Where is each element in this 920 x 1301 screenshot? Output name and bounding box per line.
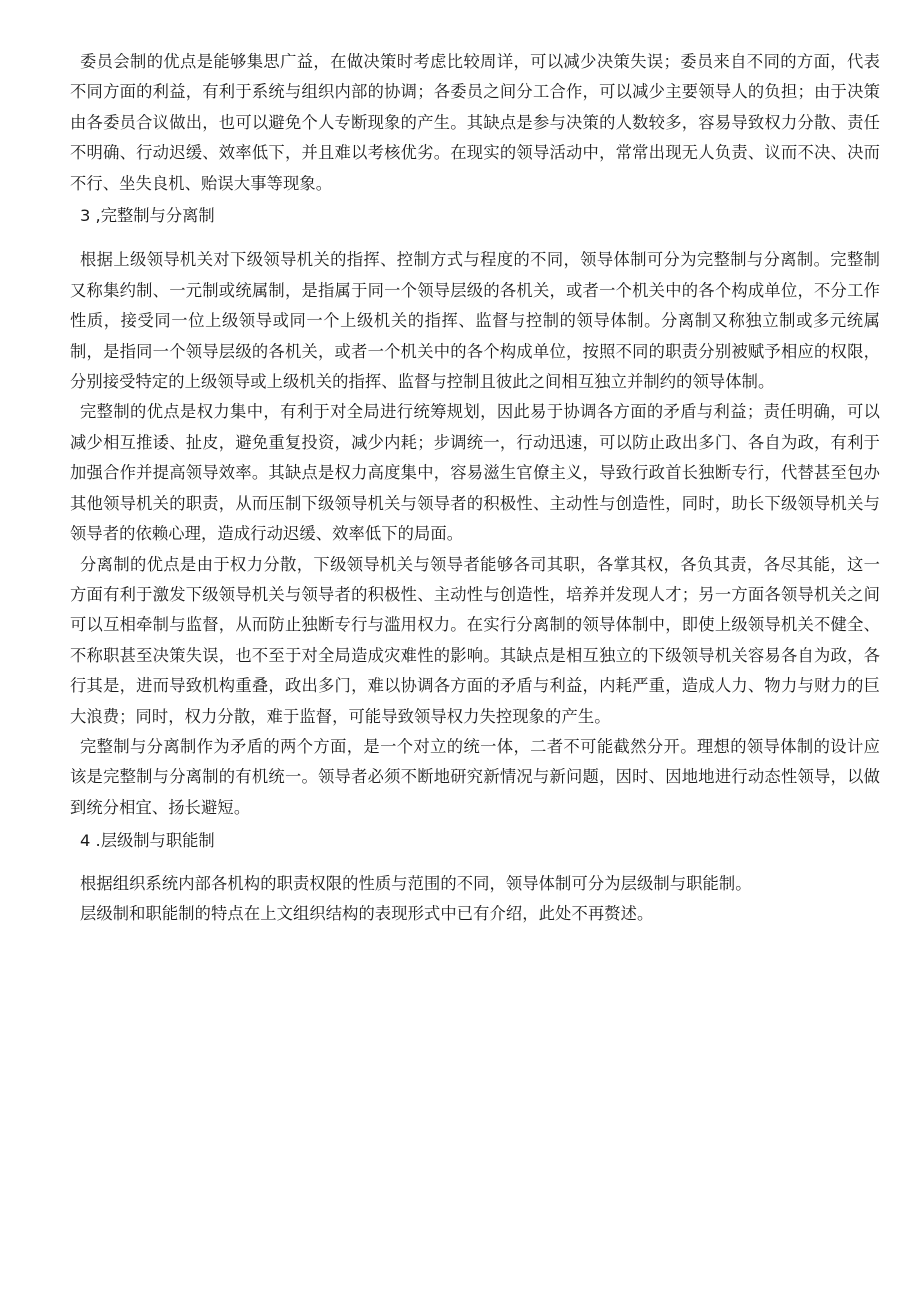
paragraph-hierarchy-function-definition: 根据组织系统内部各机构的职责权限的性质与范围的不同，领导体制可分为层级制与职能制。 <box>80 873 752 893</box>
paragraph-hierarchy-function-note: 层级制和职能制的特点在上文组织结构的表现形式中已有介绍，此处不再赘述。 <box>80 903 654 923</box>
document-body <box>70 47 880 929</box>
section-heading-hierarchy-function: 4 .层级制与职能制 <box>80 831 215 851</box>
paragraph-complete-system-pros-cons: 完整制的优点是权力集中，有利于对全局进行统筹规划，因此易于协调各方面的矛盾与利益；责任明确，可以减少相互推诿、扯皮，避免重复投资，减少内耗；步调统一，行动迅速，可以防止政出多门、各自为政，有利于加强合作并提高领导效率。其缺点是权力高度集中，容易滋生官僚主义，导致行政首长独断专行，代替甚至包办其他领导机关的职责，从而压制下级领导机关与领导者的积极性、主动性与创造性，同时，助长下级领导机关与领导者的依赖心理，造成行动迟缓、效率低下的局面。 <box>70 402 880 544</box>
paragraph-separate-system-pros-cons: 分离制的优点是由于权力分散，下级领导机关与领导者能够各司其职，各掌其权，各负其责，各尽其能，这一方面有利于激发下级领导机关与领导者的积极性、主动性与创造性，培养并发现人才；另一方面各领导机关之间可以互相牵制与监督，从而防止独断专行与滥用权力。在实行分离制的领导体制中，即使上级领导机关不健全、不称职甚至决策失误，也不至于对全局造成灾难性的影响。其缺点是相互独立的下级领导机关容易各自为政，各行其是，进而导致机构重叠，政出多门，难以协调各方面的矛盾与利益，内耗严重，造成人力、物力与财力的巨大浪费；同时，权力分散，难于监督，可能导致领导权力失控现象的产生。 <box>70 554 880 726</box>
paragraph-complete-separate-definition: 根据上级领导机关对下级领导机关的指挥、控制方式与程度的不同，领导体制可分为完整制与分离制。完整制又称集约制、一元制或统属制，是指属于同一个领导层级的各机关，或者一个机关中的各个构成单位，不分工作性质，接受同一位上级领导或同一个上级机关的指挥、监督与控制的领导体制。分离制又称独立制或多元统属制，是指同一个领导层级的各机关，或者一个机关中的各个构成单位，按照不同的职责分别被赋予相应的权限，分别接受特定的上级领导或上级机关的指挥、监督与控制且彼此之间相互独立并制约的领导体制。 <box>70 250 880 392</box>
paragraph-committee-system: 委员会制的优点是能够集思广益，在做决策时考虑比较周详，可以减少决策失误；委员来自不同的方面，代表不同方面的利益，有利于系统与组织内部的协调；各委员之间分工合作，可以减少主要领导人的负担；由于决策由各委员合议做出，也可以避免个人专断现象的产生。其缺点是参与决策的人数较多，容易导致权力分散、责任不明确、行动迟缓、效率低下，并且难以考核优劣。在现实的领导活动中，常常出现无人负责、议而不决、决而不行、坐失良机、贻误大事等现象。 <box>70 52 880 193</box>
section-heading-complete-separate: 3 ,完整制与分离制 <box>80 206 215 226</box>
paragraph-unity-of-systems: 完整制与分离制作为矛盾的两个方面，是一个对立的统一体，二者不可能截然分开。理想的领导体制的设计应该是完整制与分离制的有机统一。领导者必须不断地研究新情况与新问题，因时、因地地进行动态性领导，以做到统分相宜、扬长避短。 <box>70 736 880 817</box>
